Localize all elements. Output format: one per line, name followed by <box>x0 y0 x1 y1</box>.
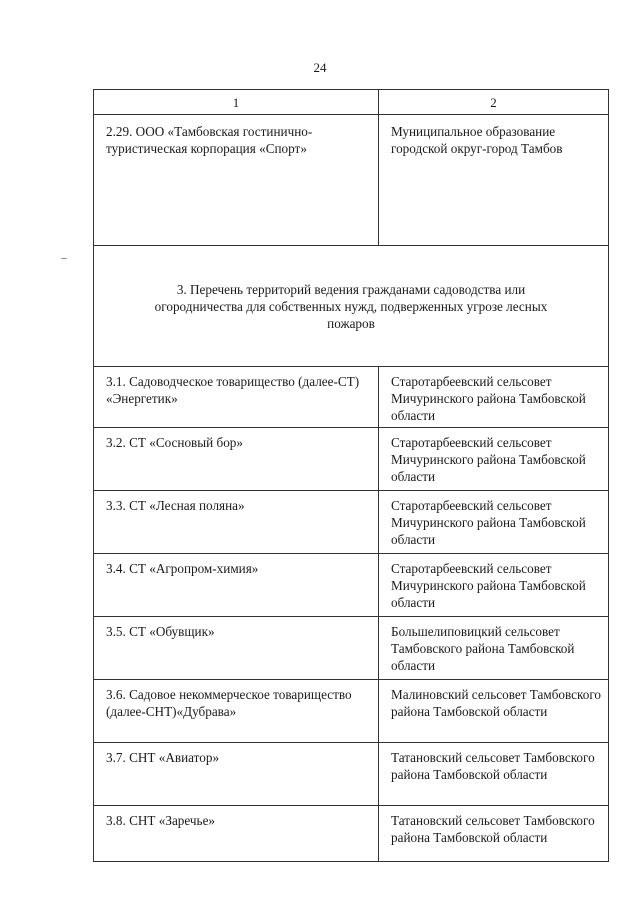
territory-cell <box>94 491 379 554</box>
table-row <box>94 491 609 554</box>
territory-cell <box>94 680 379 743</box>
location-cell <box>379 491 609 554</box>
territory-name: 3.8. СНТ «Заречье» <box>106 813 216 828</box>
column-header-2: 2 <box>379 90 609 115</box>
column-header-1: 1 <box>94 90 379 115</box>
territory-cell <box>94 617 379 680</box>
section-title: 3. Перечень территорий ведения гражданами садоводства или огородничества для собственных нужд, подверженных угрозе лесных пожаров <box>154 281 548 331</box>
table-header-row <box>94 90 609 115</box>
organization-name: 2.29. ООО «Тамбовская гостинично-туристическая корпорация «Спорт» <box>106 124 313 156</box>
section-title-cell <box>94 246 609 367</box>
table-row <box>94 367 609 428</box>
territory-name: 3.3. СТ «Лесная поляна» <box>106 498 245 513</box>
municipality-name: Муниципальное образование городской округ-город Тамбов <box>391 124 563 156</box>
location-name: Старотарбеевский сельсовет Мичуринского района Тамбовской области <box>391 374 586 423</box>
table-row <box>94 554 609 617</box>
municipality-cell <box>379 115 609 246</box>
territory-cell <box>94 367 379 428</box>
margin-mark <box>61 258 67 259</box>
location-name: Старотарбеевский сельсовет Мичуринского района Тамбовской области <box>391 561 586 610</box>
territory-name: 3.5. СТ «Обувщик» <box>106 624 215 639</box>
location-cell <box>379 367 609 428</box>
location-cell <box>379 554 609 617</box>
territory-cell <box>94 806 379 862</box>
table-row <box>94 617 609 680</box>
table-row <box>94 428 609 491</box>
table-row <box>94 115 609 246</box>
section-row <box>94 246 609 367</box>
territory-cell <box>94 428 379 491</box>
location-cell <box>379 428 609 491</box>
territory-name: 3.7. СНТ «Авиатор» <box>106 750 220 765</box>
territory-name: 3.2. СТ «Сосновый бор» <box>106 435 243 450</box>
location-cell <box>379 743 609 806</box>
territory-table <box>93 89 609 862</box>
table-row <box>94 680 609 743</box>
page-number: 24 <box>313 60 327 75</box>
location-cell <box>379 806 609 862</box>
location-name: Старотарбеевский сельсовет Мичуринского района Тамбовской области <box>391 435 586 484</box>
organization-cell <box>94 115 379 246</box>
location-name: Татановский сельсовет Тамбовского района Тамбовской области <box>391 813 595 845</box>
territory-name: 3.6. Садовое некоммерческое товарищество (далее-СНТ)«Дубрава» <box>106 687 352 719</box>
location-name: Татановский сельсовет Тамбовского района Тамбовской области <box>391 750 595 782</box>
location-name: Малиновский сельсовет Тамбовского района Тамбовской области <box>391 687 602 719</box>
location-cell <box>379 680 609 743</box>
territory-name: 3.1. Садоводческое товарищество (далее-СТ) «Энергетик» <box>106 374 360 406</box>
territory-cell <box>94 554 379 617</box>
territory-cell <box>94 743 379 806</box>
location-name: Большелиповицкий сельсовет Тамбовского района Тамбовской области <box>391 624 575 673</box>
location-name: Старотарбеевский сельсовет Мичуринского района Тамбовской области <box>391 498 586 547</box>
territory-name: 3.4. СТ «Агропром-химия» <box>106 561 259 576</box>
table-row <box>94 743 609 806</box>
location-cell <box>379 617 609 680</box>
table-row <box>94 806 609 862</box>
